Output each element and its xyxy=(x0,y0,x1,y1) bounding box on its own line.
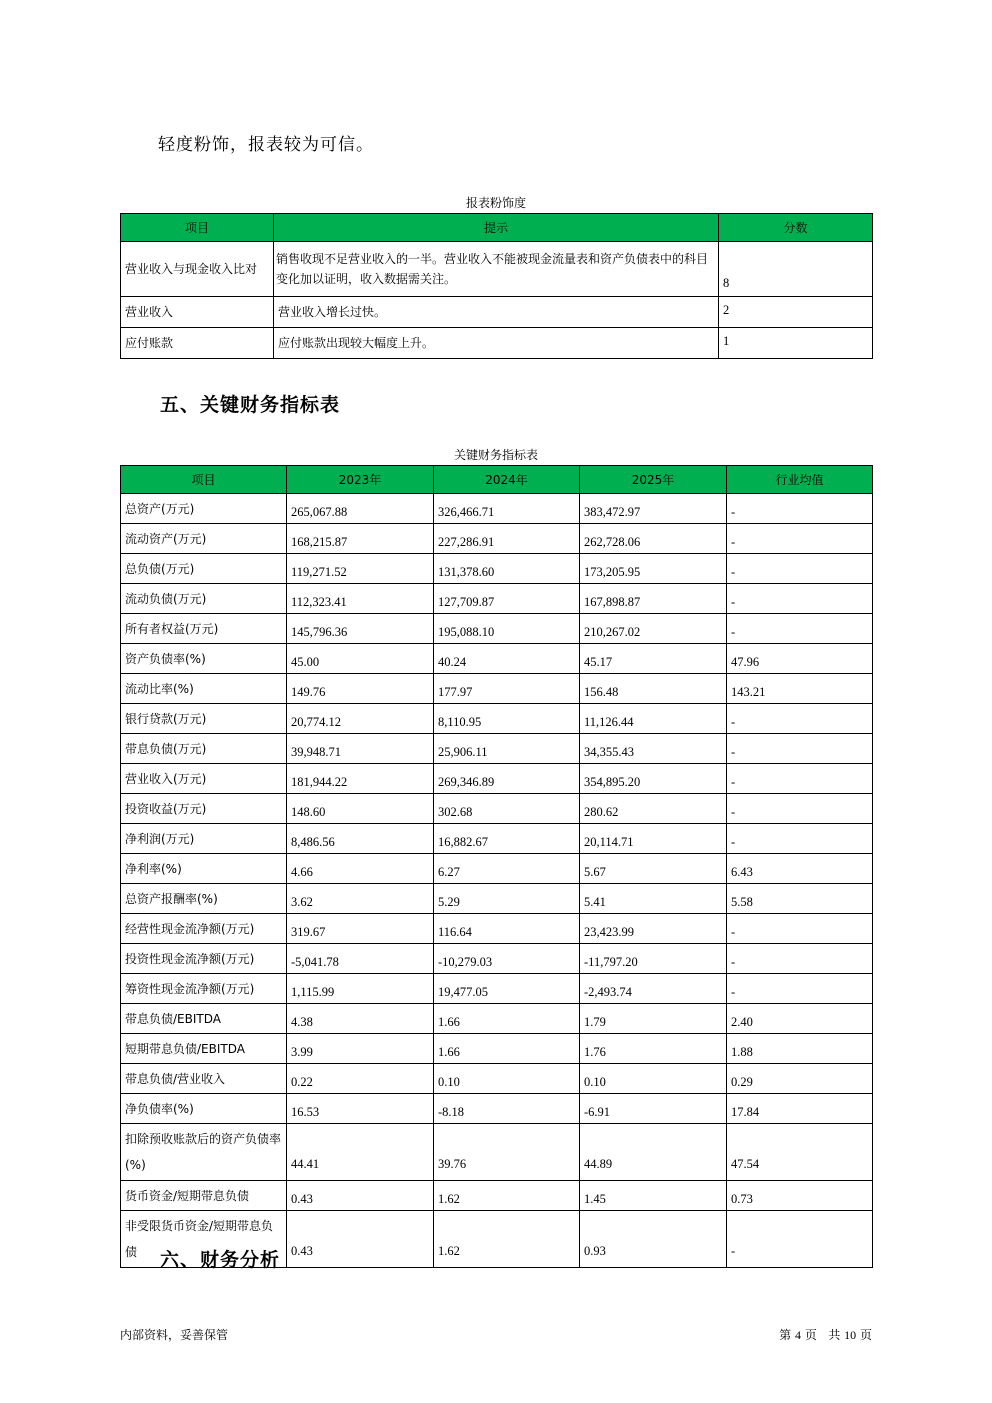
table2-header-cell: 2024年 xyxy=(434,466,580,494)
indicator-name-cell: 流动比率(%) xyxy=(121,674,287,704)
indicator-name-cell: 流动资产(万元) xyxy=(121,524,287,554)
indicator-value-cell: - xyxy=(727,704,873,734)
indicator-name-cell: 营业收入(万元) xyxy=(121,764,287,794)
key-financial-indicators-table xyxy=(120,465,873,1268)
table-row xyxy=(121,242,873,297)
indicator-value-cell: 19,477.05 xyxy=(434,974,580,1004)
table2-body xyxy=(121,494,873,1268)
indicator-name-cell: 流动负债(万元) xyxy=(121,584,287,614)
section5-heading: 五、关键财务指标表 xyxy=(160,394,341,416)
indicator-value-cell: 5.67 xyxy=(580,854,727,884)
indicator-value-cell: -11,797.20 xyxy=(580,944,727,974)
page-prefix: 第 xyxy=(779,1328,792,1342)
table1-hint-cell: 销售收现不足营业收入的一半。营业收入不能被现金流量表和资产负债表中的科目变化加以证明，收入数据需关注。 xyxy=(274,242,719,297)
table-row xyxy=(121,704,873,734)
indicator-value-cell: - xyxy=(727,764,873,794)
indicator-value-cell: 173,205.95 xyxy=(580,554,727,584)
indicator-value-cell: 319.67 xyxy=(287,914,434,944)
indicator-value-cell: - xyxy=(727,614,873,644)
table-row xyxy=(121,944,873,974)
section6-heading: 六、财务分析 xyxy=(160,1249,281,1271)
table-row xyxy=(121,1034,873,1064)
indicator-name-cell: 总负债(万元) xyxy=(121,554,287,584)
indicator-value-cell: 148.60 xyxy=(287,794,434,824)
indicator-name-cell: 所有者权益(万元) xyxy=(121,614,287,644)
indicator-value-cell: 20,114.71 xyxy=(580,824,727,854)
indicator-value-cell: 20,774.12 xyxy=(287,704,434,734)
indicator-value-cell: 1.62 xyxy=(434,1181,580,1211)
indicator-value-cell: 4.66 xyxy=(287,854,434,884)
indicator-value-cell: 0.22 xyxy=(287,1064,434,1094)
table1-score-cell: 2 xyxy=(719,297,873,328)
table2-header-cell: 2023年 xyxy=(287,466,434,494)
indicator-value-cell: 1.66 xyxy=(434,1034,580,1064)
indicator-value-cell: 6.43 xyxy=(727,854,873,884)
indicator-value-cell: 4.38 xyxy=(287,1004,434,1034)
indicator-value-cell: 149.76 xyxy=(287,674,434,704)
indicator-value-cell: 6.27 xyxy=(434,854,580,884)
footer-left-text: 内部资料，妥善保管 xyxy=(120,1328,229,1342)
indicator-value-cell: 8,486.56 xyxy=(287,824,434,854)
indicator-value-cell: 5.41 xyxy=(580,884,727,914)
indicator-value-cell: -5,041.78 xyxy=(287,944,434,974)
table-row xyxy=(121,494,873,524)
indicator-value-cell: - xyxy=(727,974,873,1004)
intro-text: 轻度粉饰，报表较为可信。 xyxy=(158,135,374,155)
table-row xyxy=(121,734,873,764)
total-pages: 10 xyxy=(844,1328,857,1342)
indicator-name-cell: 投资性现金流净额(万元) xyxy=(121,944,287,974)
indicator-value-cell: 44.89 xyxy=(580,1124,727,1181)
indicator-value-cell: 3.99 xyxy=(287,1034,434,1064)
table-row xyxy=(121,914,873,944)
indicator-value-cell: 181,944.22 xyxy=(287,764,434,794)
table-row xyxy=(121,1004,873,1034)
table-row xyxy=(121,644,873,674)
indicator-value-cell: - xyxy=(727,914,873,944)
table1-item-cell: 营业收入 xyxy=(121,297,274,328)
table-row xyxy=(121,584,873,614)
total-unit: 页 xyxy=(859,1328,872,1342)
indicator-name-cell: 带息负债(万元) xyxy=(121,734,287,764)
table-row xyxy=(121,1064,873,1094)
table2-header-cell: 项目 xyxy=(121,466,287,494)
table2-header-row xyxy=(121,466,873,494)
table-row xyxy=(121,824,873,854)
indicator-value-cell: 11,126.44 xyxy=(580,704,727,734)
indicator-value-cell: 168,215.87 xyxy=(287,524,434,554)
indicator-value-cell: 0.73 xyxy=(727,1181,873,1211)
table1-item-cell: 营业收入与现金收入比对 xyxy=(121,242,274,297)
table1-score-cell: 8 xyxy=(719,242,873,297)
indicator-value-cell: -2,493.74 xyxy=(580,974,727,1004)
indicator-value-cell: 45.00 xyxy=(287,644,434,674)
table-row xyxy=(121,524,873,554)
table-row xyxy=(121,328,873,359)
indicator-value-cell: 131,378.60 xyxy=(434,554,580,584)
indicator-value-cell: 8,110.95 xyxy=(434,704,580,734)
indicator-value-cell: 0.10 xyxy=(580,1064,727,1094)
indicator-value-cell: 2.40 xyxy=(727,1004,873,1034)
indicator-value-cell: - xyxy=(727,824,873,854)
indicator-value-cell: 116.64 xyxy=(434,914,580,944)
indicator-name-cell: 资产负债率(%) xyxy=(121,644,287,674)
indicator-value-cell: 265,067.88 xyxy=(287,494,434,524)
table1-caption: 报表粉饰度 xyxy=(465,196,526,210)
indicator-value-cell: 47.96 xyxy=(727,644,873,674)
indicator-value-cell: - xyxy=(727,494,873,524)
indicator-value-cell: 195,088.10 xyxy=(434,614,580,644)
indicator-value-cell: 0.43 xyxy=(287,1181,434,1211)
indicator-value-cell: - xyxy=(727,584,873,614)
page-unit: 页 xyxy=(804,1328,817,1342)
indicator-name-cell: 筹资性现金流净额(万元) xyxy=(121,974,287,1004)
indicator-value-cell: 127,709.87 xyxy=(434,584,580,614)
table1-hint-cell: 营业收入增长过快。 xyxy=(274,297,719,328)
indicator-name-cell: 净利润(万元) xyxy=(121,824,287,854)
indicator-value-cell: 119,271.52 xyxy=(287,554,434,584)
indicator-value-cell: -10,279.03 xyxy=(434,944,580,974)
indicator-name-cell: 扣除预收账款后的资产负债率(%) xyxy=(121,1124,287,1181)
indicator-name-cell: 经营性现金流净额(万元) xyxy=(121,914,287,944)
whitewash-table xyxy=(120,213,873,359)
table1-score-cell: 1 xyxy=(719,328,873,359)
indicator-value-cell: 40.24 xyxy=(434,644,580,674)
table1-header-row xyxy=(121,214,873,242)
indicator-name-cell: 净利率(%) xyxy=(121,854,287,884)
indicator-value-cell: 302.68 xyxy=(434,794,580,824)
indicator-value-cell: -8.18 xyxy=(434,1094,580,1124)
indicator-value-cell: 112,323.41 xyxy=(287,584,434,614)
indicator-value-cell: - xyxy=(727,1211,873,1268)
indicator-name-cell: 总资产(万元) xyxy=(121,494,287,524)
indicator-name-cell: 投资收益(万元) xyxy=(121,794,287,824)
indicator-name-cell: 带息负债/EBITDA xyxy=(121,1004,287,1034)
table1-item-cell: 应付账款 xyxy=(121,328,274,359)
indicator-value-cell: 3.62 xyxy=(287,884,434,914)
indicator-name-cell: 银行贷款(万元) xyxy=(121,704,287,734)
indicator-name-cell: 带息负债/营业收入 xyxy=(121,1064,287,1094)
indicator-name-cell: 货币资金/短期带息负债 xyxy=(121,1181,287,1211)
indicator-value-cell: 5.58 xyxy=(727,884,873,914)
indicator-value-cell: 5.29 xyxy=(434,884,580,914)
indicator-value-cell: 156.48 xyxy=(580,674,727,704)
indicator-name-cell: 短期带息负债/EBITDA xyxy=(121,1034,287,1064)
table2-header-cell: 行业均值 xyxy=(727,466,873,494)
indicator-value-cell: 210,267.02 xyxy=(580,614,727,644)
indicator-value-cell: 16,882.67 xyxy=(434,824,580,854)
indicator-value-cell: 17.84 xyxy=(727,1094,873,1124)
indicator-value-cell: 0.93 xyxy=(580,1211,727,1268)
indicator-value-cell: - xyxy=(727,524,873,554)
indicator-value-cell: -6.91 xyxy=(580,1094,727,1124)
indicator-value-cell: 143.21 xyxy=(727,674,873,704)
indicator-value-cell: 1.79 xyxy=(580,1004,727,1034)
table-row xyxy=(121,297,873,328)
indicator-value-cell: 227,286.91 xyxy=(434,524,580,554)
indicator-value-cell: 1.76 xyxy=(580,1034,727,1064)
indicator-value-cell: 1.66 xyxy=(434,1004,580,1034)
table-row xyxy=(121,1181,873,1211)
indicator-value-cell: 1.62 xyxy=(434,1211,580,1268)
table2-header-cell: 2025年 xyxy=(580,466,727,494)
table1-header-cell: 项目 xyxy=(121,214,274,242)
indicator-value-cell: 1.88 xyxy=(727,1034,873,1064)
indicator-value-cell: - xyxy=(727,734,873,764)
indicator-value-cell: 34,355.43 xyxy=(580,734,727,764)
indicator-value-cell: 44.41 xyxy=(287,1124,434,1181)
indicator-value-cell: 16.53 xyxy=(287,1094,434,1124)
indicator-value-cell: - xyxy=(727,554,873,584)
indicator-value-cell: 0.10 xyxy=(434,1064,580,1094)
total-prefix: 共 xyxy=(828,1328,841,1342)
table2-caption: 关键财务指标表 xyxy=(453,448,538,462)
table-row xyxy=(121,884,873,914)
page-number xyxy=(779,1326,872,1343)
indicator-value-cell: 1,115.99 xyxy=(287,974,434,1004)
table-row xyxy=(121,554,873,584)
indicator-value-cell: 39,948.71 xyxy=(287,734,434,764)
indicator-name-cell: 净负债率(%) xyxy=(121,1094,287,1124)
indicator-value-cell: 177.97 xyxy=(434,674,580,704)
table1-header-cell: 提示 xyxy=(274,214,719,242)
indicator-value-cell: - xyxy=(727,794,873,824)
indicator-value-cell: 47.54 xyxy=(727,1124,873,1181)
table-row xyxy=(121,974,873,1004)
indicator-value-cell: 262,728.06 xyxy=(580,524,727,554)
indicator-value-cell: 23,423.99 xyxy=(580,914,727,944)
indicator-value-cell: 269,346.89 xyxy=(434,764,580,794)
table1-header-cell: 分数 xyxy=(719,214,873,242)
indicator-value-cell: 45.17 xyxy=(580,644,727,674)
indicator-value-cell: 280.62 xyxy=(580,794,727,824)
table-row xyxy=(121,854,873,884)
indicator-value-cell: 25,906.11 xyxy=(434,734,580,764)
indicator-value-cell: 39.76 xyxy=(434,1124,580,1181)
indicator-value-cell: 167,898.87 xyxy=(580,584,727,614)
indicator-value-cell: 145,796.36 xyxy=(287,614,434,644)
indicator-name-cell: 非受限货币资金/短期带息负债 xyxy=(121,1211,287,1268)
indicator-name-cell: 总资产报酬率(%) xyxy=(121,884,287,914)
table-row xyxy=(121,1094,873,1124)
indicator-value-cell: 383,472.97 xyxy=(580,494,727,524)
table-row xyxy=(121,1124,873,1181)
table-row xyxy=(121,614,873,644)
indicator-value-cell: - xyxy=(727,944,873,974)
table-row xyxy=(121,674,873,704)
indicator-value-cell: 354,895.20 xyxy=(580,764,727,794)
indicator-value-cell: 0.43 xyxy=(287,1211,434,1268)
table-row xyxy=(121,764,873,794)
table1-hint-cell: 应付账款出现较大幅度上升。 xyxy=(274,328,719,359)
indicator-value-cell: 0.29 xyxy=(727,1064,873,1094)
table-row xyxy=(121,794,873,824)
indicator-value-cell: 326,466.71 xyxy=(434,494,580,524)
current-page: 4 xyxy=(795,1328,802,1342)
indicator-value-cell: 1.45 xyxy=(580,1181,727,1211)
